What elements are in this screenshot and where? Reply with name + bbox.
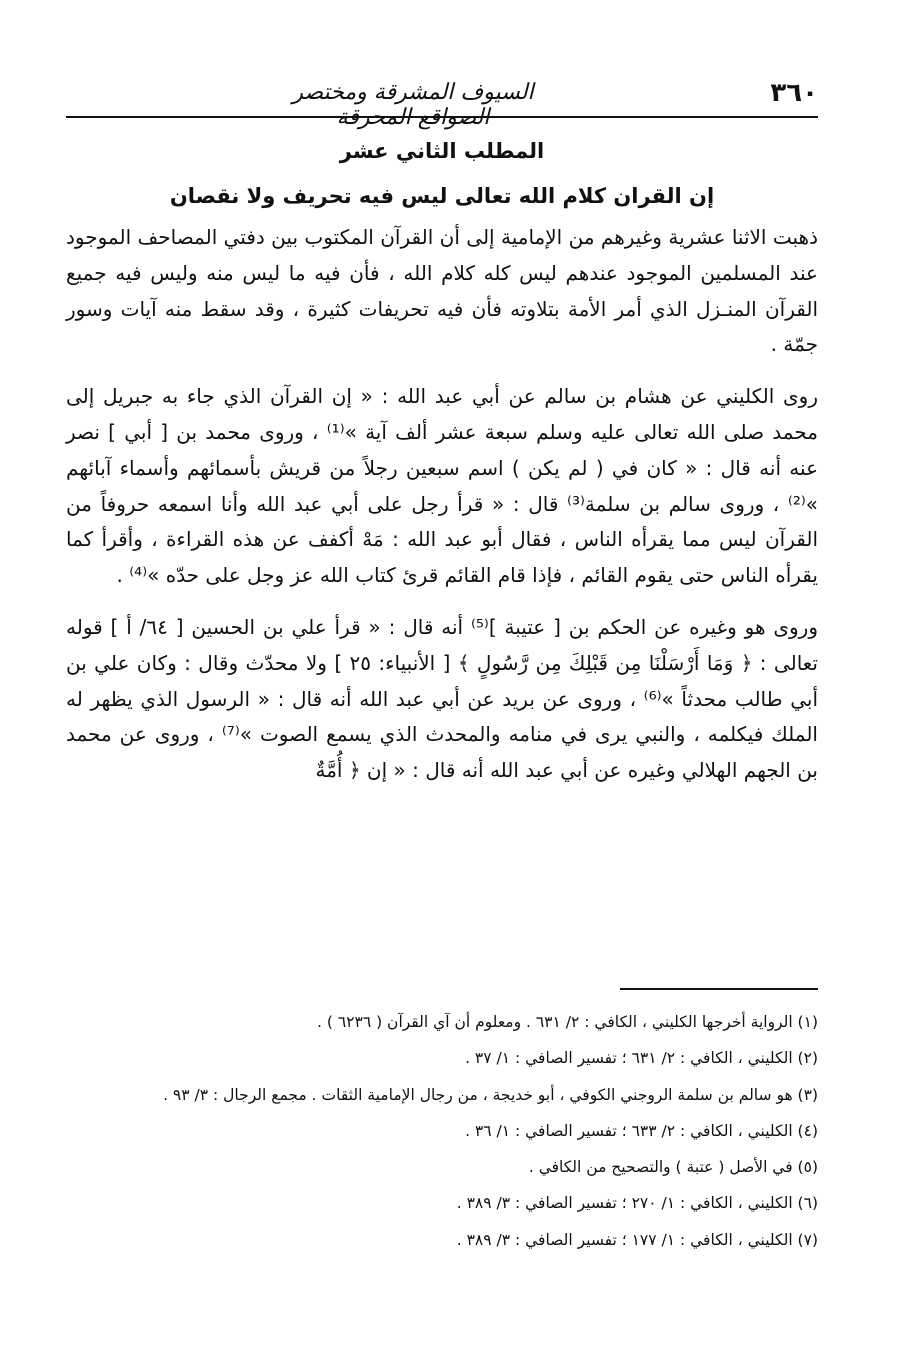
paragraph: روى الكليني عن هشام بن سالم عن أبي عبد الله : « إن القرآن الذي جاء به جبريل إلى محمد صلى الله تعالى عليه وسلم سبعة عشر ألف آية »⁽¹⁾ ، وروى محمد بن [ أبي ] نصر عنه أنه قال : « كان في ( لم يكن ) اسم سبعين رجلاً من قريش بأسمائهم وأسماء آبائهم »⁽²⁾ ، وروى سالم بن سلمة⁽³⁾ قال : « قرأ رجل على أبي عبد الله وأنا اسمعه حروفاً من القرآن ليس مما يقرأه الناس ، فقال أبو عبد الله : مَهْ أكفف عن هذه القراءة ، وأقرأ كما يقرأه الناس حتى يقوم القائم ، فإذا قام القائم قرئ كتاب الله عز وجل على حدّه »⁽⁴⁾ . xyxy=(66,384,819,588)
page-number: ٣٦٠ xyxy=(770,78,818,108)
section-heading: المطلب الثاني عشر xyxy=(339,139,545,163)
paragraph: ذهبت الاثنا عشرية وغيرهم من الإمامية إلى أن القرآن المكتوب بين دفتي المصاحف الموجود عند المسلمين الموجود عندهم ليس كله كلام الله ، فأن فيه ما ليس منه وليس فيه جميع القرآن المنـزل الذي أمر الأمة بتلاوته فأن فيه تحريفات كثيرة ، وقد سقط منه آيات وسور جمّة . xyxy=(66,225,818,357)
footnote-rule xyxy=(620,988,818,990)
footnote: (٥) في الأصل ( عتبة ) والتصحيح من الكافي . xyxy=(528,1158,818,1177)
header-rule xyxy=(66,116,818,118)
footnote: (١) الرواية أخرجها الكليني ، الكافي : ٢/ ٦٣١ . ومعلوم أن آي القرآن ( ٦٢٣٦ ) . xyxy=(317,1013,818,1031)
section-subheading: إن القران كلام الله تعالى ليس فيه تحريف ولا نقصان xyxy=(169,184,715,208)
footnote: (٢) الكليني ، الكافي : ٢/ ٦٣١ ؛ تفسير الصافي : ١/ ٣٧ . xyxy=(465,1049,818,1068)
paragraph-gap xyxy=(66,363,818,379)
footnotes-list xyxy=(80,1004,818,1258)
paragraph: وروى هو وغيره عن الحكم بن [ عتيبة ]⁽⁵⁾ أنه قال : « قرأ علي بن الحسين [ ٦٤/ أ ] قوله تعالى : ﴿ وَمَا أَرْسَلْنَا مِن قَبْلِكَ مِن رَّسُولٍ ﴾ [ الأنبياء: ٢٥ ] ولا محدّث وقال : وكان علي بن أبي طالب محدثاً »⁽⁶⁾ ، وروى عن بريد عن أبي عبد الله أنه قال : « الرسول الذي يظهر له الملك فيكلمه ، والنبي يرى في منامه والمحدث الذي يسمع الصوت »⁽⁷⁾ ، وروى عن محمد بن الجهم الهلالي وغيره عن أبي عبد الله أنه قال : « إن ﴿ أُمَّةٌ xyxy=(66,614,819,783)
footnote: (٣) هو سالم بن سلمة الروجني الكوفي ، أبو خديجة ، من رجال الإمامية الثقات . مجمع الرجال : ٣/ ٩٣ . xyxy=(163,1085,818,1104)
paragraph-gap xyxy=(66,594,818,610)
page-header xyxy=(66,72,818,130)
footnote: (٧) الكليني ، الكافي : ١/ ١٧٧ ؛ تفسير الصافي : ٣/ ٣٨٩ . xyxy=(456,1230,818,1249)
footnote: (٤) الكليني ، الكافي : ٢/ ٦٣٣ ؛ تفسير الصافي : ١/ ٣٦ . xyxy=(465,1121,818,1140)
running-title: السيوف المشرقة ومختصر الصواقع المحرقة xyxy=(292,80,534,130)
footnote: (٦) الكليني ، الكافي : ١/ ٢٧٠ ؛ تفسير الصافي : ٣/ ٣٨٩ . xyxy=(456,1194,818,1213)
main-text xyxy=(66,130,818,789)
